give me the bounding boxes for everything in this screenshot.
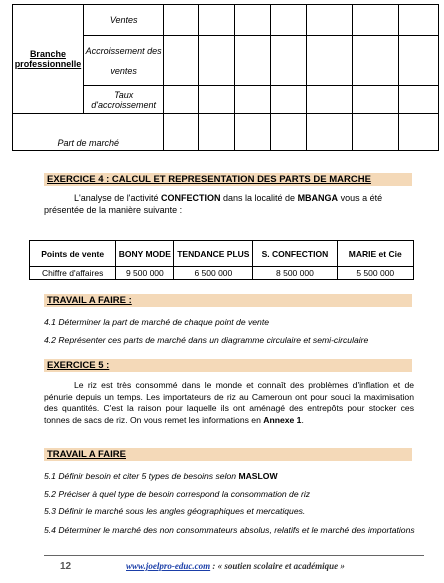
row-label-growth-rate: Taux d'accroissement [83,86,164,114]
footer-divider [44,555,424,556]
sales-points-table [29,240,414,280]
task-5-1: 5.1 Définir besoin et citer 5 types de besoins selon MASLOW [44,471,278,481]
task2-heading: TRAVAIL A FAIRE [44,448,412,461]
row-label-growth: Accroissement des ventes [83,36,164,86]
task-4-1: 4.1 Déterminer la part de marché de chaque point de vente [44,317,270,327]
header-s-confection: S. CONFECTION [253,241,337,267]
footer-text [126,561,345,571]
footer-site-link[interactable]: www.joelpro-educ.com [126,561,211,571]
header-bony-mode: BONY MODE [116,241,174,267]
page-number: 12 [60,561,72,572]
exercise4-heading: EXERCICE 4 : CALCUL ET REPRESENTATION DES PARTS DE MARCHE [44,173,412,186]
task-4-2: 4.2 Représenter ces parts de marché dans un diagramme circulaire et semi-circulaire [44,335,369,345]
row-label-revenue: Chiffre d'affaires [30,267,116,280]
header-points-de-vente: Points de vente [30,241,116,267]
task-5-2: 5.2 Préciser à quel type de besoin correspond la consommation de riz [44,489,311,499]
task-5-3: 5.3 Définir le marché sous les angles géographiques et mercatiques. [44,506,306,516]
row-label-market-share: Part de marché [13,114,164,151]
value-bony-mode: 9 500 000 [116,267,174,280]
value-s-confection: 8 500 000 [253,267,337,280]
task-5-4: 5.4 Déterminer le marché des non consommateurs absolus, relatifs et le marché des importations [44,525,415,535]
task1-heading: TRAVAIL A FAIRE : [44,294,412,307]
exercise5-paragraph: Le riz est très consommé dans le monde et connaît des problèmes d'inflation et de pénurie depuis un temps. Les importateurs de riz au Cameroun ont pour souci la maximisation des quantités. C'est la raison pour laquelle ils ont aménagé des entrepôts pour stocker ces tonnes de sacs de riz. On vous remet les informations en Annexe 1. [44,380,414,425]
results-table [12,4,439,151]
exercise5-heading: EXERCICE 5 : [44,359,412,372]
exercise4-intro: L'analyse de l'activité CONFECTION dans la localité de MBANGA vous a été présentée de la manière suivante : [44,193,383,215]
header-tendance-plus: TENDANCE PLUS [174,241,253,267]
branch-label: Branche professionnelle [13,5,84,114]
value-tendance-plus: 6 500 000 [174,267,253,280]
row-label-sales: Ventes [83,5,164,36]
header-marie-et-cie: MARIE et Cie [337,241,414,267]
footer-slogan: : « soutien scolaire et académique » [210,561,345,571]
value-marie-et-cie: 5 500 000 [337,267,414,280]
